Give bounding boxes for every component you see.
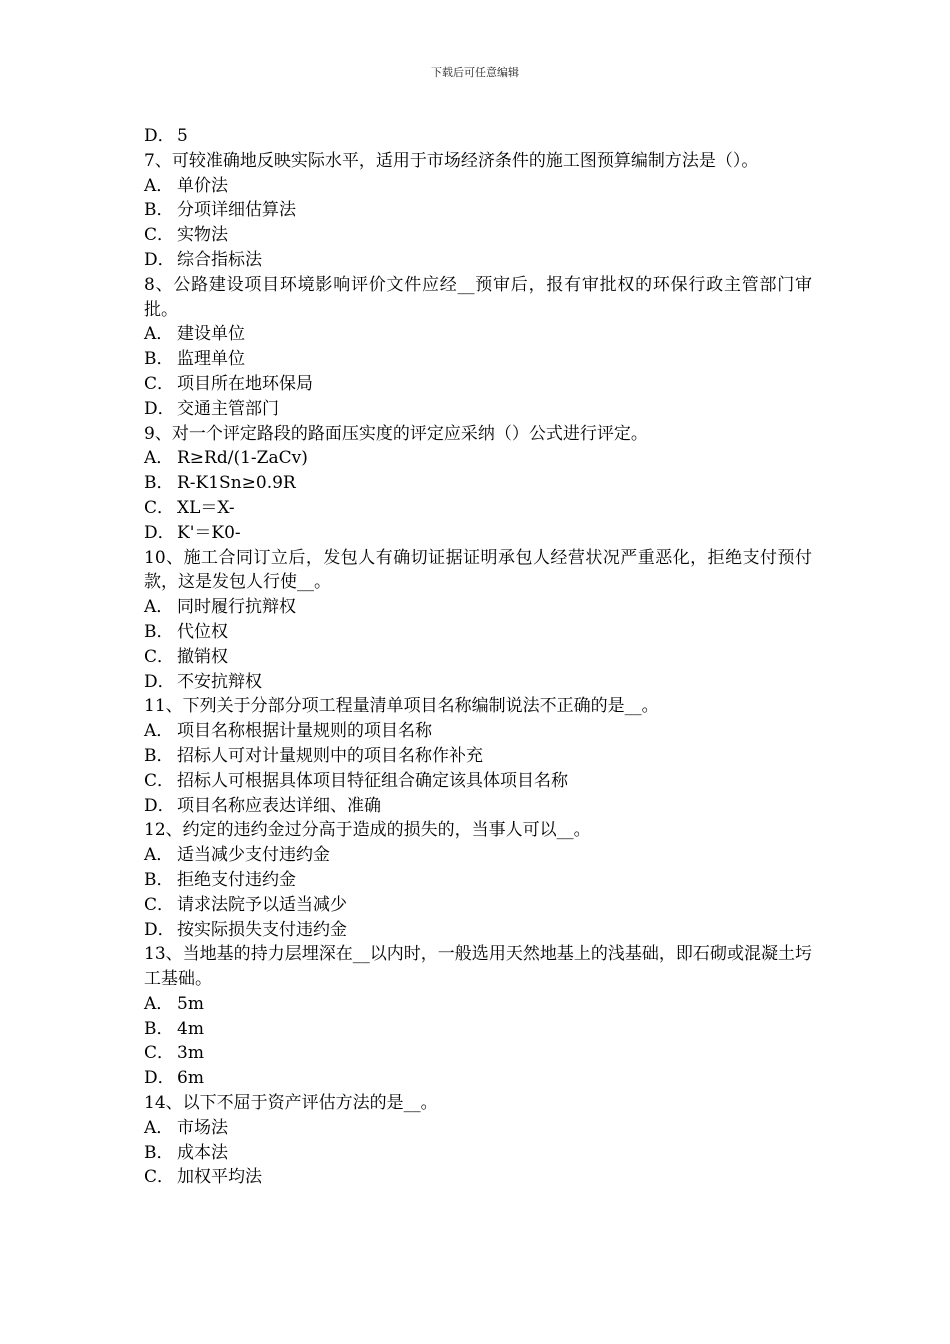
page-header: 下载后可任意编辑 [431, 66, 519, 79]
answer-option [144, 397, 812, 422]
option-letter: D． [144, 398, 175, 419]
answer-option [144, 124, 812, 149]
document-body [144, 124, 812, 1190]
answer-option [144, 645, 812, 670]
option-text: 拒绝支付违约金 [177, 869, 296, 890]
option-letter: B． [144, 473, 174, 494]
option-text: 同时履行抗辩权 [177, 597, 296, 618]
option-text: 建设单位 [177, 324, 245, 345]
question-text: 13、当地基的持力层埋深在__以内时，一般选用天然地基上的浅基础，即石砌或混凝土圬工基础。 [144, 944, 812, 990]
question-text: 10、施工合同订立后，发包人有确切证据证明承包人经营状况严重恶化，拒绝支付预付款，这是发包人行使__。 [144, 547, 812, 593]
option-text: 监理单位 [177, 349, 245, 370]
option-text: 5 [177, 126, 188, 146]
answer-option [144, 744, 812, 769]
option-letter: C． [144, 894, 175, 915]
option-text: 撤销权 [177, 646, 228, 667]
question-text: 9、对一个评定路段的路面压实度的评定应采纳（）公式进行评定。 [144, 423, 648, 444]
option-letter: C． [144, 225, 175, 246]
option-text: 项目名称应表达详细、准确 [177, 795, 381, 816]
answer-option [144, 1165, 812, 1190]
option-letter: A． [144, 721, 174, 742]
question-text: 8、公路建设项目环境影响评价文件应经__预审后，报有审批权的环保行政主管部门审批。 [144, 274, 812, 320]
option-text: 项目所在地环保局 [177, 373, 313, 394]
option-text: 4m [177, 1018, 204, 1039]
option-text: K'＝K0- [177, 522, 241, 543]
option-text: 实物法 [177, 225, 228, 246]
option-text: 成本法 [177, 1142, 228, 1163]
option-text: XL＝X- [177, 497, 235, 518]
answer-option [144, 174, 812, 199]
option-text: 按实际损失支付违约金 [177, 919, 347, 940]
option-letter: C． [144, 1043, 175, 1064]
answer-option [144, 868, 812, 893]
answer-option [144, 347, 812, 372]
option-letter: A． [144, 845, 174, 866]
answer-option [144, 446, 812, 471]
option-text: 适当减少支付违约金 [177, 845, 330, 866]
answer-option [144, 620, 812, 645]
answer-option [144, 223, 812, 248]
option-text: 单价法 [177, 175, 228, 196]
option-letter: C． [144, 497, 175, 518]
option-text: 不安抗辩权 [177, 671, 262, 692]
answer-option [144, 1116, 812, 1141]
option-text: 5m [177, 993, 204, 1014]
option-letter: A． [144, 324, 174, 345]
option-letter: A． [144, 597, 174, 618]
option-letter: B． [144, 621, 174, 642]
option-text: 招标人可对计量规则中的项目名称作补充 [177, 745, 483, 766]
option-letter: D． [144, 126, 175, 146]
option-letter: C． [144, 770, 175, 791]
answer-option [144, 719, 812, 744]
option-text: 6m [177, 1068, 204, 1089]
option-text: 项目名称根据计量规则的项目名称 [177, 721, 432, 742]
answer-option [144, 322, 812, 347]
option-letter: D． [144, 522, 175, 543]
option-text: R≥Rd/(1-ZaCv) [177, 448, 308, 469]
option-letter: A． [144, 1117, 174, 1138]
answer-option [144, 198, 812, 223]
question-text: 12、约定的违约金过分高于造成的损失的，当事人可以__。 [144, 820, 591, 841]
answer-option [144, 794, 812, 819]
answer-option [144, 670, 812, 695]
option-text: 交通主管部门 [177, 398, 279, 419]
answer-option [144, 918, 812, 943]
answer-option [144, 595, 812, 620]
option-letter: D． [144, 1068, 175, 1089]
option-text: 3m [177, 1043, 204, 1064]
question-text: 11、下列关于分部分项工程量清单项目名称编制说法不正确的是__。 [144, 696, 659, 717]
option-letter: D． [144, 249, 175, 270]
answer-option [144, 521, 812, 546]
answer-option [144, 496, 812, 521]
option-text: 请求法院予以适当减少 [177, 894, 347, 915]
option-letter: B． [144, 1142, 174, 1163]
answer-option [144, 248, 812, 273]
answer-option [144, 471, 812, 496]
option-letter: D． [144, 795, 175, 816]
option-text: 代位权 [177, 621, 228, 642]
option-letter: A． [144, 448, 174, 469]
option-text: 分项详细估算法 [177, 200, 296, 221]
answer-option [144, 1066, 812, 1091]
answer-option [144, 372, 812, 397]
answer-option [144, 1041, 812, 1066]
answer-option [144, 992, 812, 1017]
option-letter: B． [144, 349, 174, 370]
option-letter: A． [144, 175, 174, 196]
answer-option [144, 893, 812, 918]
option-letter: A． [144, 993, 174, 1014]
option-text: 加权平均法 [177, 1167, 262, 1188]
answer-option [144, 1141, 812, 1166]
option-letter: C． [144, 373, 175, 394]
option-letter: D． [144, 919, 175, 940]
option-text: 市场法 [177, 1117, 228, 1138]
option-text: 综合指标法 [177, 249, 262, 270]
option-letter: B． [144, 745, 174, 766]
answer-option [144, 1017, 812, 1042]
option-text: 招标人可根据具体项目特征组合确定该具体项目名称 [177, 770, 568, 791]
option-letter: B． [144, 1018, 174, 1039]
option-letter: C． [144, 646, 175, 667]
answer-option [144, 769, 812, 794]
option-letter: D． [144, 671, 175, 692]
question-text: 14、以下不屈于资产评估方法的是__。 [144, 1093, 438, 1114]
option-letter: B． [144, 200, 174, 221]
option-letter: C． [144, 1167, 175, 1188]
option-letter: B． [144, 869, 174, 890]
question-text: 7、可较准确地反映实际水平，适用于市场经济条件的施工图预算编制方法是（）。 [144, 150, 759, 171]
answer-option [144, 843, 812, 868]
option-text: R-K1Sn≥0.9R [177, 473, 296, 494]
